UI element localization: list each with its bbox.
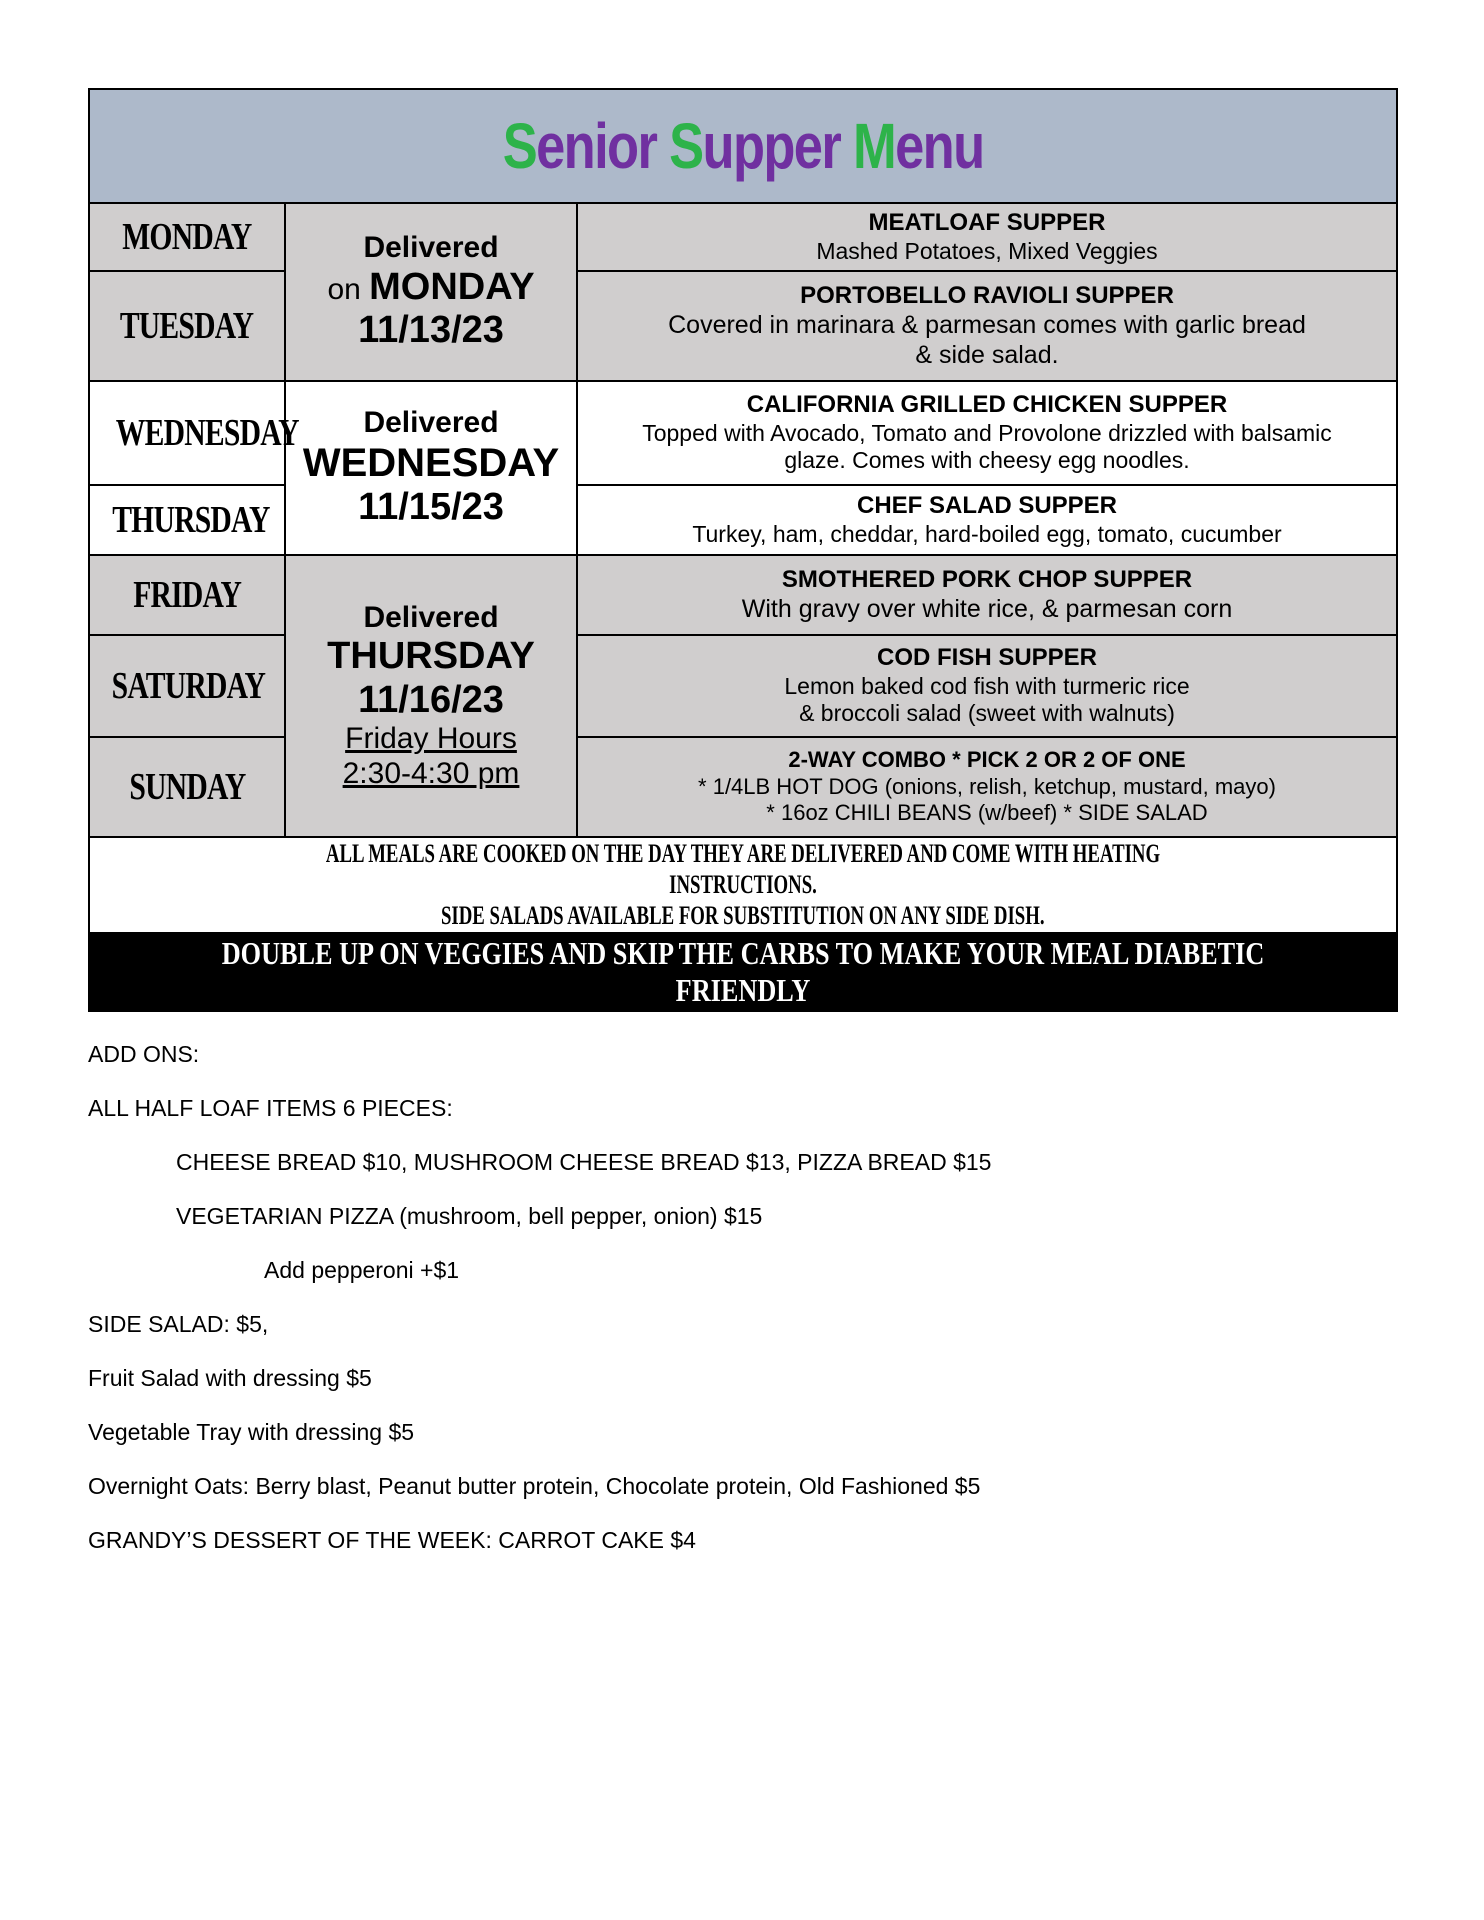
- meal-desc: Lemon baked cod fish with turmeric rice: [784, 672, 1190, 699]
- title-word: upper: [702, 110, 853, 182]
- meal-name: MEATLOAF SUPPER: [868, 208, 1106, 236]
- day-tuesday: TUESDAY: [89, 271, 285, 381]
- meal-desc: Mashed Potatoes, Mixed Veggies: [816, 237, 1158, 264]
- menu-title: [89, 89, 1397, 203]
- delivery-day: THURSDAY: [327, 635, 535, 678]
- meal-desc: & broccoli salad (sweet with walnuts): [799, 700, 1175, 727]
- meal-name: 2-WAY COMBO * PICK 2 OR 2 OF ONE: [788, 747, 1186, 773]
- half-loaf-heading: ALL HALF LOAF ITEMS 6 PIECES:: [88, 1095, 453, 1121]
- delivery-prefix: on: [327, 272, 370, 306]
- side-salad-line: SIDE SALAD: $5,: [88, 1311, 269, 1337]
- meal-desc: Turkey, ham, cheddar, hard-boiled egg, tomato, cucumber: [692, 520, 1282, 547]
- delivery-label: Delivered: [363, 231, 499, 265]
- note-line: ALL MEALS ARE COOKED ON THE DAY THEY ARE DELIVERED AND COME WITH HEATING INSTRUCTIONS.: [325, 839, 1161, 900]
- meal-name: SMOTHERED PORK CHOP SUPPER: [781, 565, 1193, 593]
- meal-desc: glaze. Comes with cheesy egg noodles.: [784, 447, 1190, 474]
- day-friday: FRIDAY: [89, 555, 285, 635]
- veg-pizza-line: VEGETARIAN PIZZA (mushroom, bell pepper, onion) $15: [176, 1203, 763, 1229]
- meal-name: PORTOBELLO RAVIOLI SUPPER: [800, 281, 1174, 309]
- delivery-group-2: [285, 381, 577, 555]
- fruit-salad-line: Fruit Salad with dressing $5: [88, 1365, 372, 1391]
- menu-table: [88, 88, 1398, 1012]
- title-word: enu: [894, 110, 984, 182]
- delivery-date: 11/16/23: [358, 678, 504, 721]
- pepperoni-line: Add pepperoni +$1: [264, 1257, 460, 1283]
- title-letter: M: [852, 110, 895, 182]
- title-letter: S: [669, 110, 703, 182]
- title-word: enior: [535, 110, 670, 182]
- meal-desc: Covered in marinara & parmesan comes with garlic bread: [668, 311, 1306, 340]
- delivery-group-1: [285, 203, 577, 381]
- meal-name: CALIFORNIA GRILLED CHICKEN SUPPER: [746, 391, 1228, 418]
- meal-monday: [577, 203, 1397, 271]
- meal-name: CHEF SALAD SUPPER: [856, 491, 1118, 519]
- add-ons-section: [88, 1043, 991, 1583]
- title-letter: S: [502, 110, 536, 182]
- day-thursday: THURSDAY: [89, 485, 285, 555]
- meal-notes: [89, 837, 1397, 933]
- day-monday: MONDAY: [89, 203, 285, 271]
- meal-wednesday: [577, 381, 1397, 485]
- veg-tray-line: Vegetable Tray with dressing $5: [88, 1419, 415, 1445]
- meal-thursday: [577, 485, 1397, 555]
- day-sunday: SUNDAY: [89, 737, 285, 837]
- meal-tuesday: [577, 271, 1397, 381]
- oats-line: Overnight Oats: Berry blast, Peanut butter protein, Chocolate protein, Old Fashioned $5: [88, 1473, 981, 1499]
- dessert-line: GRANDY’S DESSERT OF THE WEEK: CARROT CAKE $4: [88, 1527, 696, 1553]
- meal-desc: With gravy over white rice, & parmesan corn: [741, 595, 1233, 624]
- day-saturday: SATURDAY: [89, 635, 285, 737]
- hours-label: Friday Hours: [345, 722, 517, 756]
- delivery-group-3: [285, 555, 577, 837]
- meal-friday: [577, 555, 1397, 635]
- meal-sunday: [577, 737, 1397, 837]
- add-ons-heading: ADD ONS:: [88, 1041, 200, 1067]
- delivery-label: Delivered: [363, 405, 499, 439]
- delivery-label: Delivered: [363, 600, 499, 634]
- day-wednesday: WEDNESDAY: [89, 381, 285, 485]
- meal-desc: Topped with Avocado, Tomato and Provolone drizzled with balsamic: [642, 419, 1332, 446]
- hours-value: 2:30-4:30 pm: [342, 756, 520, 790]
- meal-saturday: [577, 635, 1397, 737]
- meal-desc: * 1/4LB HOT DOG (onions, relish, ketchup, mustard, mayo): [698, 773, 1276, 799]
- delivery-day: MONDAY: [369, 265, 535, 308]
- meal-name: COD FISH SUPPER: [876, 644, 1098, 671]
- delivery-date: 11/13/23: [358, 309, 504, 352]
- breads-line: CHEESE BREAD $10, MUSHROOM CHEESE BREAD $13, PIZZA BREAD $15: [176, 1149, 992, 1175]
- delivery-date: 11/15/23: [358, 486, 504, 529]
- diabetic-banner: DOUBLE UP ON VEGGIES AND SKIP THE CARBS TO MAKE YOUR MEAL DIABETIC FRIENDLY: [89, 933, 1397, 1011]
- meal-desc: & side salad.: [915, 341, 1059, 370]
- delivery-day: WEDNESDAY: [302, 441, 560, 486]
- note-line: SIDE SALADS AVAILABLE FOR SUBSTITUTION ON ANY SIDE DISH.: [441, 901, 1045, 931]
- meal-desc: * 16oz CHILI BEANS (w/beef) * SIDE SALAD: [766, 800, 1208, 826]
